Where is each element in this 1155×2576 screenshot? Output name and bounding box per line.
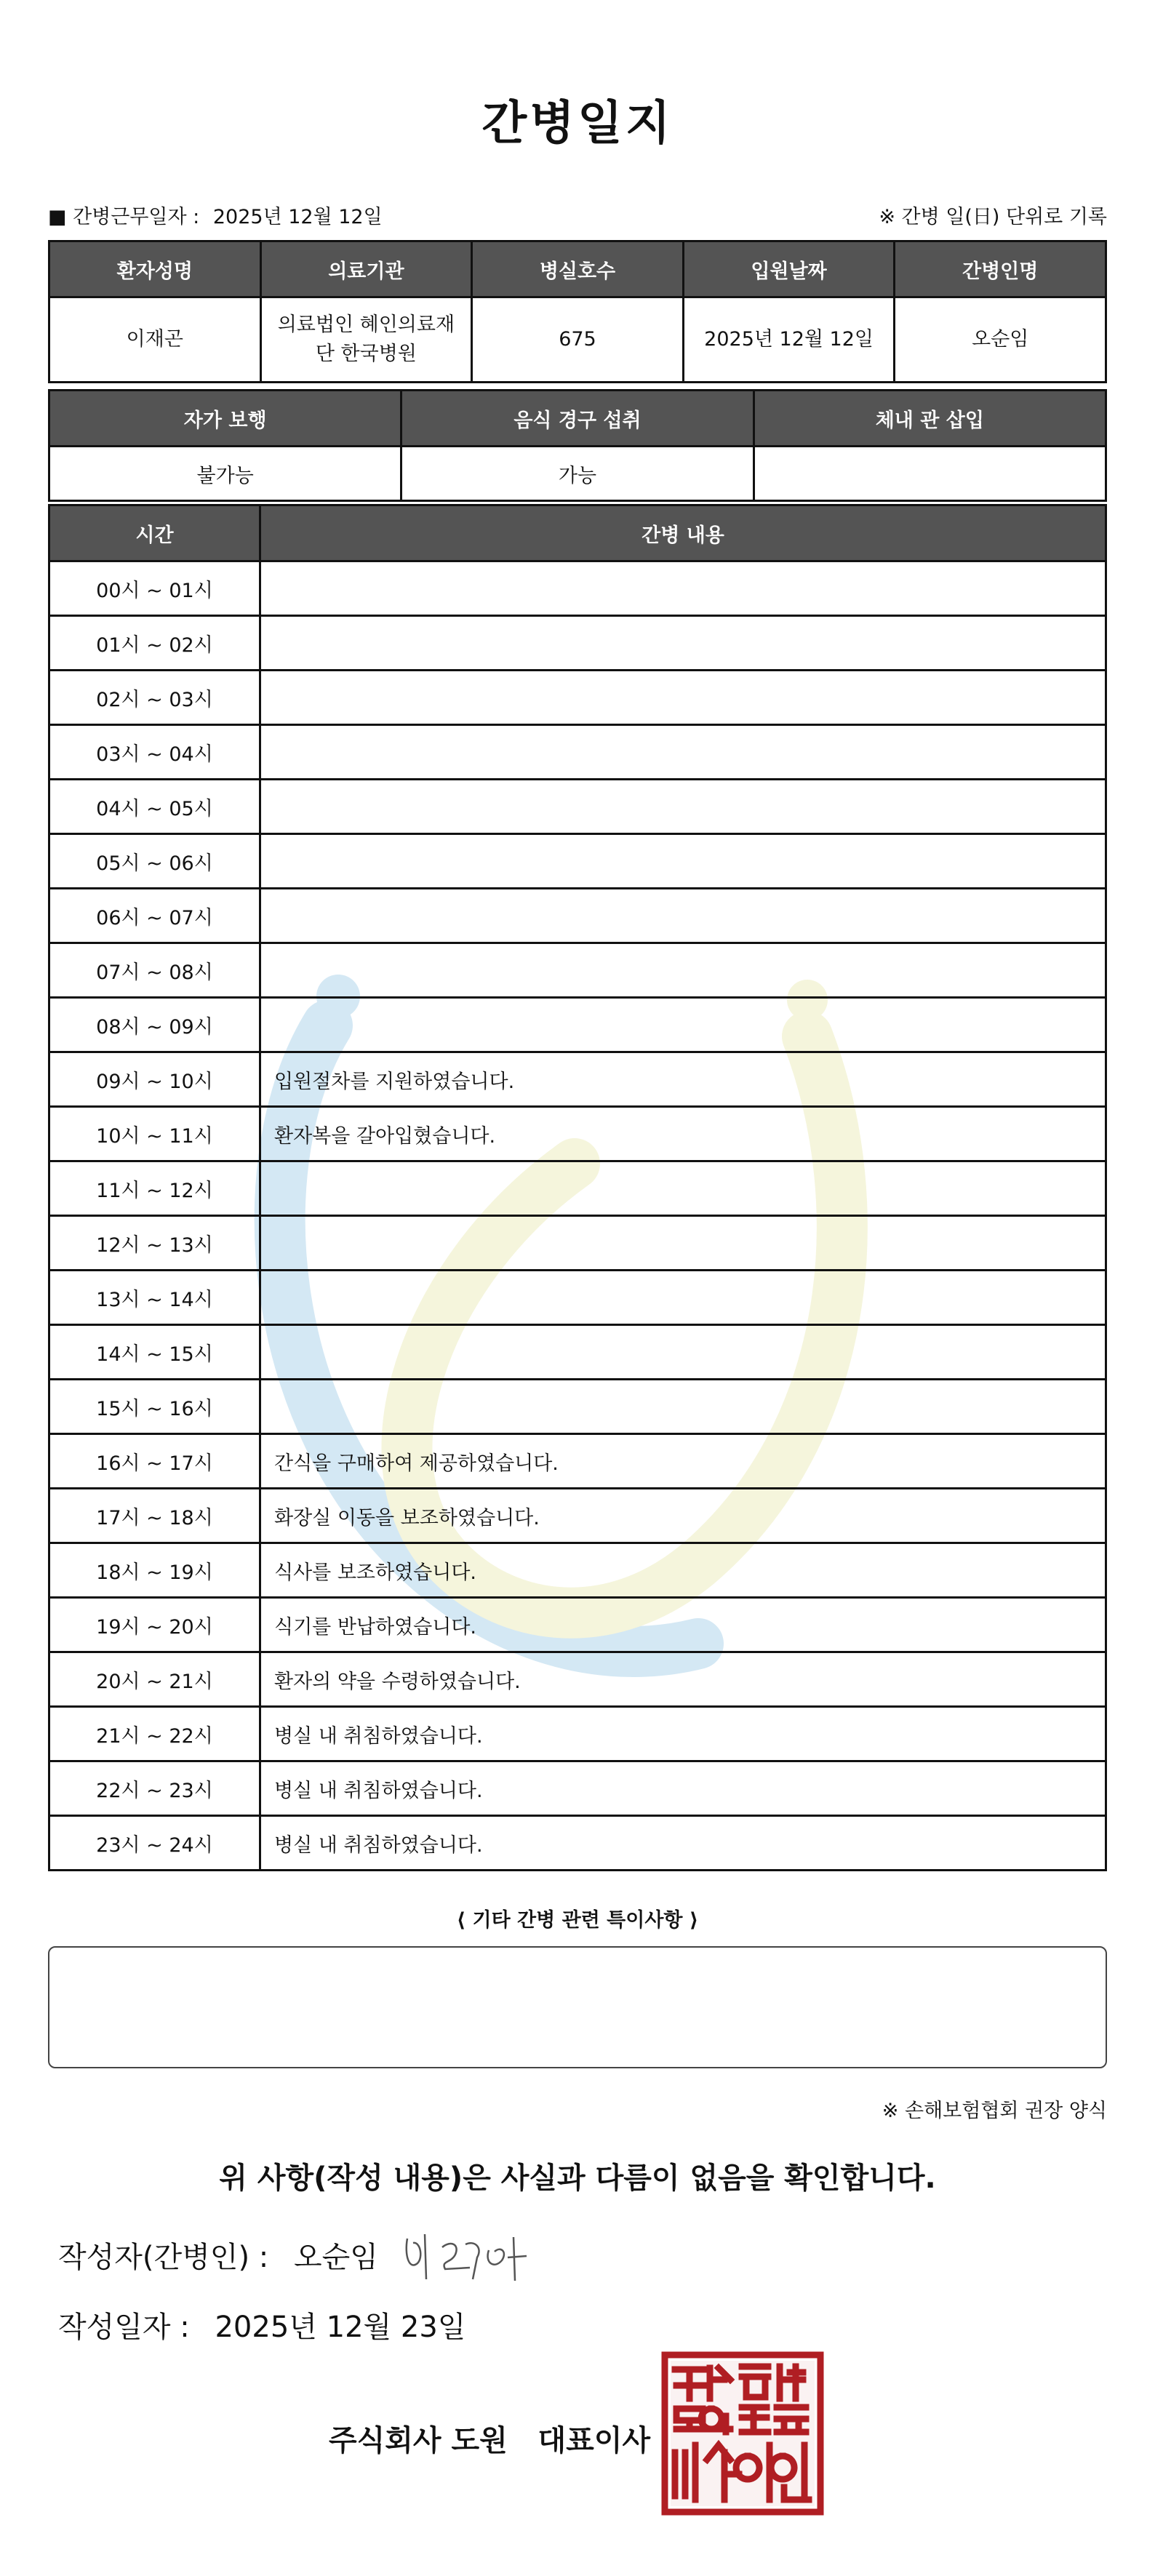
log-row <box>49 889 1106 943</box>
log-row <box>49 1489 1106 1543</box>
log-time: 11시 ~ 12시 <box>49 1161 260 1216</box>
log-content <box>260 1216 1106 1271</box>
log-body <box>49 561 1106 1871</box>
log-time: 12시 ~ 13시 <box>49 1216 260 1271</box>
log-time: 09시 ~ 10시 <box>49 1052 260 1107</box>
log-time: 18시 ~ 19시 <box>49 1543 260 1598</box>
work-date-value: 2025년 12월 12일 <box>212 206 383 228</box>
log-content <box>260 998 1106 1052</box>
log-time: 04시 ~ 05시 <box>49 780 260 834</box>
log-time: 10시 ~ 11시 <box>49 1107 260 1161</box>
log-content: 환자복을 갈아입혔습니다. <box>260 1107 1106 1161</box>
written-date-label: 작성일자 : <box>58 2311 190 2344</box>
log-row <box>49 1216 1106 1271</box>
oral-intake-value: 가능 <box>401 447 754 501</box>
writer-line <box>58 2234 378 2276</box>
log-row <box>49 1598 1106 1652</box>
log-row <box>49 834 1106 889</box>
log-row <box>49 1707 1106 1761</box>
log-time: 06시 ~ 07시 <box>49 889 260 943</box>
log-time: 03시 ~ 04시 <box>49 725 260 780</box>
patient-name: 이재곤 <box>49 297 261 383</box>
log-content <box>260 1161 1106 1216</box>
log-content <box>260 889 1106 943</box>
log-row <box>49 780 1106 834</box>
special-notes-title: ⟨ 기타 간병 관련 특이사항 ⟩ <box>456 1909 699 1932</box>
header-care-content: 간병 내용 <box>260 505 1106 561</box>
log-content <box>260 780 1106 834</box>
unit-note: ※ 간병 일(日) 단위로 기록 <box>879 206 1107 228</box>
log-content: 식사를 보조하였습니다. <box>260 1543 1106 1598</box>
company-signature: 주식회사 도원 대표이사 <box>329 2424 651 2457</box>
caregiver-name: 오순임 <box>895 297 1106 383</box>
log-row <box>49 1161 1106 1216</box>
status-value-row <box>49 447 1106 501</box>
special-notes-box <box>48 1946 1107 2068</box>
tube-insertion-value <box>754 447 1106 501</box>
log-time: 05시 ~ 06시 <box>49 834 260 889</box>
written-date-line <box>58 2304 465 2345</box>
log-content: 입원절차를 지원하였습니다. <box>260 1052 1106 1107</box>
log-content <box>260 1325 1106 1380</box>
writer-label: 작성자(간병인) : <box>58 2241 269 2274</box>
log-time: 02시 ~ 03시 <box>49 671 260 725</box>
log-content <box>260 616 1106 671</box>
log-time: 23시 ~ 24시 <box>49 1816 260 1871</box>
log-time: 17시 ~ 18시 <box>49 1489 260 1543</box>
log-time: 07시 ~ 08시 <box>49 943 260 998</box>
log-content <box>260 943 1106 998</box>
header-self-walking: 자가 보행 <box>49 391 401 447</box>
log-content: 간식을 구매하여 제공하였습니다. <box>260 1434 1106 1489</box>
log-time: 21시 ~ 22시 <box>49 1707 260 1761</box>
header-hospital: 의료기관 <box>260 241 472 297</box>
log-row <box>49 1380 1106 1434</box>
log-row <box>49 1761 1106 1816</box>
header-tube-insertion: 체내 관 삽입 <box>754 391 1106 447</box>
work-date <box>48 201 383 229</box>
log-content: 병실 내 취침하였습니다. <box>260 1816 1106 1871</box>
log-time: 08시 ~ 09시 <box>49 998 260 1052</box>
log-content <box>260 671 1106 725</box>
log-time: 19시 ~ 20시 <box>49 1598 260 1652</box>
log-content <box>260 561 1106 616</box>
log-content: 화장실 이동을 보조하였습니다. <box>260 1489 1106 1543</box>
header-caregiver: 간병인명 <box>895 241 1106 297</box>
written-date-value: 2025년 12월 23일 <box>215 2311 466 2344</box>
log-row <box>49 616 1106 671</box>
log-content <box>260 725 1106 780</box>
log-header-row <box>49 505 1106 561</box>
writer-signature <box>399 2225 537 2291</box>
log-row <box>49 1652 1106 1707</box>
header-admission-date: 입원날짜 <box>683 241 895 297</box>
log-content <box>260 834 1106 889</box>
log-time: 14시 ~ 15시 <box>49 1325 260 1380</box>
log-row <box>49 1107 1106 1161</box>
writer-name: 오순임 <box>293 2241 378 2274</box>
log-time: 15시 ~ 16시 <box>49 1380 260 1434</box>
log-row <box>49 943 1106 998</box>
status-header-row <box>49 391 1106 447</box>
log-row <box>49 561 1106 616</box>
confirmation-statement: 위 사항(작성 내용)은 사실과 다름이 없음을 확인합니다. <box>219 2161 936 2195</box>
log-content <box>260 1380 1106 1434</box>
work-date-label: ■ 간병근무일자 : <box>48 206 200 228</box>
log-time: 00시 ~ 01시 <box>49 561 260 616</box>
log-content: 환자의 약을 수령하였습니다. <box>260 1652 1106 1707</box>
form-note: ※ 손해보험협회 권장 양식 <box>882 2100 1107 2122</box>
page-title: 간병일지 <box>481 97 674 151</box>
room-number: 675 <box>472 297 684 383</box>
log-row <box>49 1434 1106 1489</box>
header-room: 병실호수 <box>472 241 684 297</box>
company-seal <box>660 2351 825 2516</box>
header-time: 시간 <box>49 505 260 561</box>
log-time: 13시 ~ 14시 <box>49 1271 260 1325</box>
patient-status-table <box>48 389 1107 502</box>
log-row <box>49 1816 1106 1871</box>
hospital-name: 의료법인 혜인의료재 단 한국병원 <box>260 297 472 383</box>
patient-info-table <box>48 240 1107 383</box>
log-row <box>49 671 1106 725</box>
log-row <box>49 1271 1106 1325</box>
info-header-row <box>49 241 1106 297</box>
header-patient-name: 환자성명 <box>49 241 261 297</box>
log-row <box>49 1543 1106 1598</box>
care-log-table <box>48 504 1107 1871</box>
log-time: 20시 ~ 21시 <box>49 1652 260 1707</box>
log-row <box>49 998 1106 1052</box>
self-walking-value: 불가능 <box>49 447 401 501</box>
log-row <box>49 1052 1106 1107</box>
log-time: 22시 ~ 23시 <box>49 1761 260 1816</box>
log-content: 병실 내 취침하였습니다. <box>260 1707 1106 1761</box>
admission-date: 2025년 12월 12일 <box>683 297 895 383</box>
log-content: 식기를 반납하였습니다. <box>260 1598 1106 1652</box>
log-content: 병실 내 취침하였습니다. <box>260 1761 1106 1816</box>
header-oral-intake: 음식 경구 섭취 <box>401 391 754 447</box>
log-content <box>260 1271 1106 1325</box>
log-row <box>49 1325 1106 1380</box>
log-time: 01시 ~ 02시 <box>49 616 260 671</box>
log-row <box>49 725 1106 780</box>
info-value-row <box>49 297 1106 383</box>
log-time: 16시 ~ 17시 <box>49 1434 260 1489</box>
